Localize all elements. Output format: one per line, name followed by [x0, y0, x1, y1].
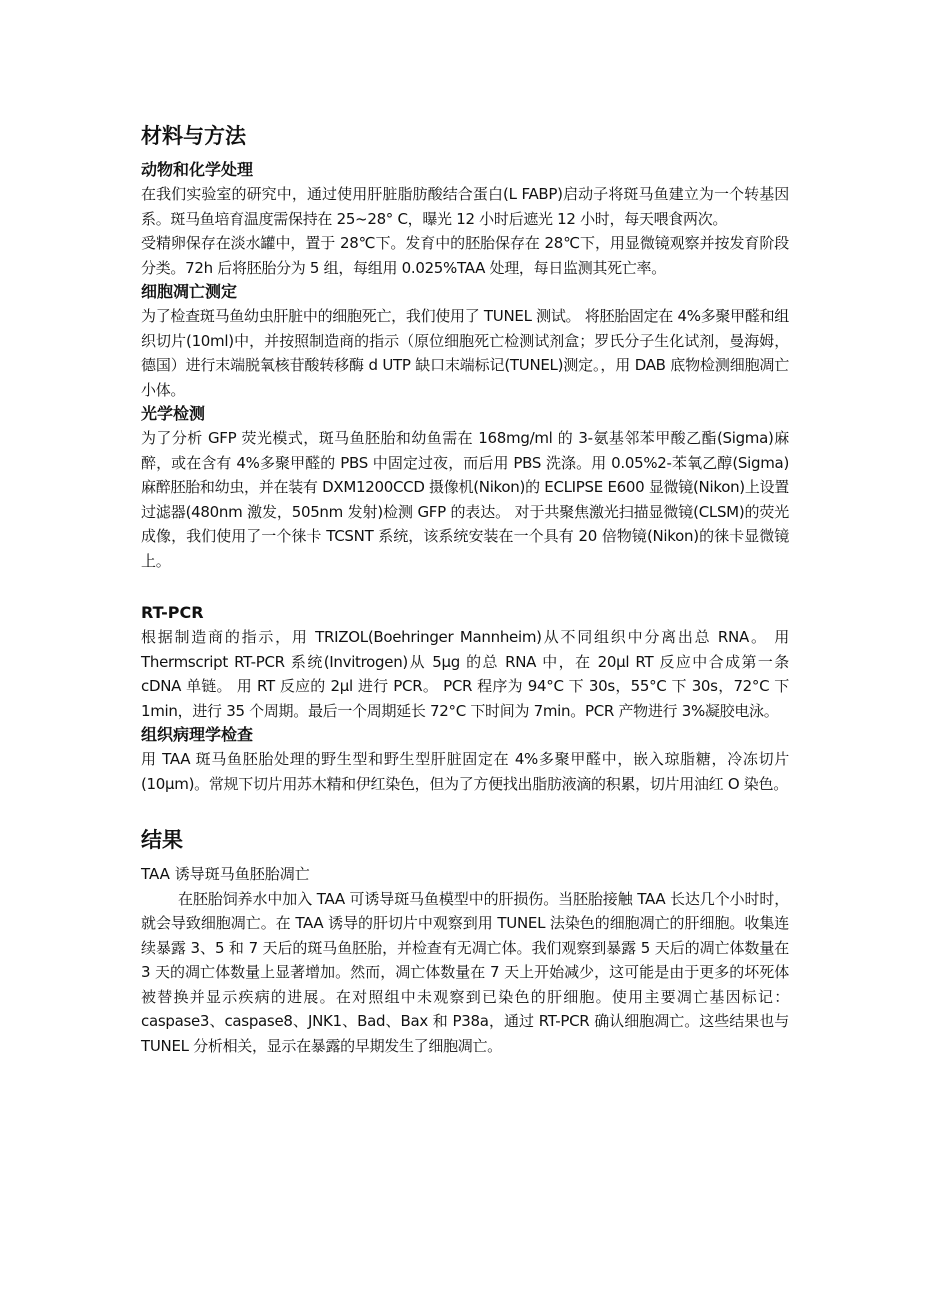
section-title-methods: 材料与方法: [141, 124, 246, 148]
paragraph-rtpcr: 根据制造商的指示，用 TRIZOL(Boehringer Mannheim)从不同组织中分离出总 RNA。 用 Thermscript RT-PCR 系统(Invitrogen)从 5μg 的总 RNA 中，在 20μl RT 反应中合成第一条 cDNA 单链。 用 RT 反应的 2μl 进行 PCR。 PCR 程序为 94°C 下 30s，55°C 下 30s，72°C 下 1min，进行 35 个周期。最后一个周期延长 72°C 下时间为 7min。PCR 产物进行 3%凝胶电泳。: [141, 628, 789, 720]
results-subtitle: TAA 诱导斑马鱼胚胎凋亡: [141, 865, 310, 883]
spacer: [141, 573, 789, 601]
paragraph-optical: 为了分析 GFP 荧光模式，斑马鱼胚胎和幼鱼需在 168mg/ml 的 3-氨基邻苯甲酸乙酯(Sigma)麻醉，或在含有 4%多聚甲醛的 PBS 中固定过夜，而后用 PBS 洗涤。用 0.05%2-苯氧乙醇(Sigma)麻醉胚胎和幼虫，并在装有 DXM1200CCD 摄像机(Nikon)的 ECLIPSE E600 显微镜(Nikon)上设置过滤器(480nm 激发，505nm 发射)检测 GFP 的表达。 对于共聚焦激光扫描显微镜(CLSM)的荧光成像，我们使用了一个徕卡 TCSNT 系统，该系统安装在一个具有 20 倍物镜(Nikon)的徕卡显微镜上。: [141, 429, 789, 570]
paragraph-apoptosis: 为了检查斑马鱼幼虫肝脏中的细胞死亡，我们使用了 TUNEL 测试。 将胚胎固定在 4%多聚甲醛和组织切片(10ml)中，并按照制造商的指示（原位细胞死亡检测试剂盒；罗氏分子生化试剂，曼海姆，德国）进行末端脱氧核苷酸转移酶 d UTP 缺口末端标记(TUNEL)测定。，用 DAB 底物检测细胞凋亡小体。: [141, 307, 789, 399]
subsection-heading-optical: 光学检测: [141, 404, 206, 423]
paragraph-histo: 用 TAA 斑马鱼胚胎处理的野生型和野生型肝脏固定在 4%多聚甲醛中，嵌入琼脂糖，冷冻切片(10μm)。常规下切片用苏木精和伊红染色，但为了方便找出脂肪液滴的积累，切片用油红 O 染色。: [141, 750, 789, 793]
subsection-heading-animals: 动物和化学处理: [141, 160, 254, 179]
paragraph-animals-1: 在我们实验室的研究中，通过使用肝脏脂肪酸结合蛋白(L FABP)启动子将斑马鱼建立为一个转基因系。斑马鱼培育温度需保持在 25~28° C，曝光 12 小时后遮光 12 小时，每天喂食两次。: [141, 185, 789, 228]
spacer: [141, 796, 789, 824]
section-title-results: 结果: [141, 828, 183, 852]
paragraph-animals-2: 受精卵保存在淡水罐中，置于 28℃下。发育中的胚胎保存在 28℃下，用显微镜观察并按发育阶段分类。72h 后将胚胎分为 5 组，每组用 0.025%TAA 处理，每日监测其死亡率。: [141, 234, 789, 277]
subsection-heading-histo: 组织病理学检查: [141, 725, 254, 744]
document-body: [141, 120, 789, 1058]
paragraph-results: 在胚胎饲养水中加入 TAA 可诱导斑马鱼模型中的肝损伤。当胚胎接触 TAA 长达几个小时时，就会导致细胞凋亡。在 TAA 诱导的肝切片中观察到用 TUNEL 法染色的细胞凋亡的肝细胞。收集连续暴露 3、5 和 7 天后的斑马鱼胚胎，并检查有无凋亡体。我们观察到暴露 5 天后的凋亡体数量在 3 天的凋亡体数量上显著增加。然而，凋亡体数量在 7 天上开始减少，这可能是由于更多的坏死体被替换并显示疾病的进展。在对照组中未观察到已染色的肝细胞。使用主要凋亡基因标记：caspase3、caspase8、JNK1、Bad、Bax 和 P38a，通过 RT-PCR 确认细胞凋亡。这些结果也与 TUNEL 分析相关，显示在暴露的早期发生了细胞凋亡。: [141, 889, 789, 1055]
subsection-heading-rtpcr: RT-PCR: [141, 603, 204, 622]
subsection-heading-apoptosis: 细胞凋亡测定: [141, 282, 238, 301]
